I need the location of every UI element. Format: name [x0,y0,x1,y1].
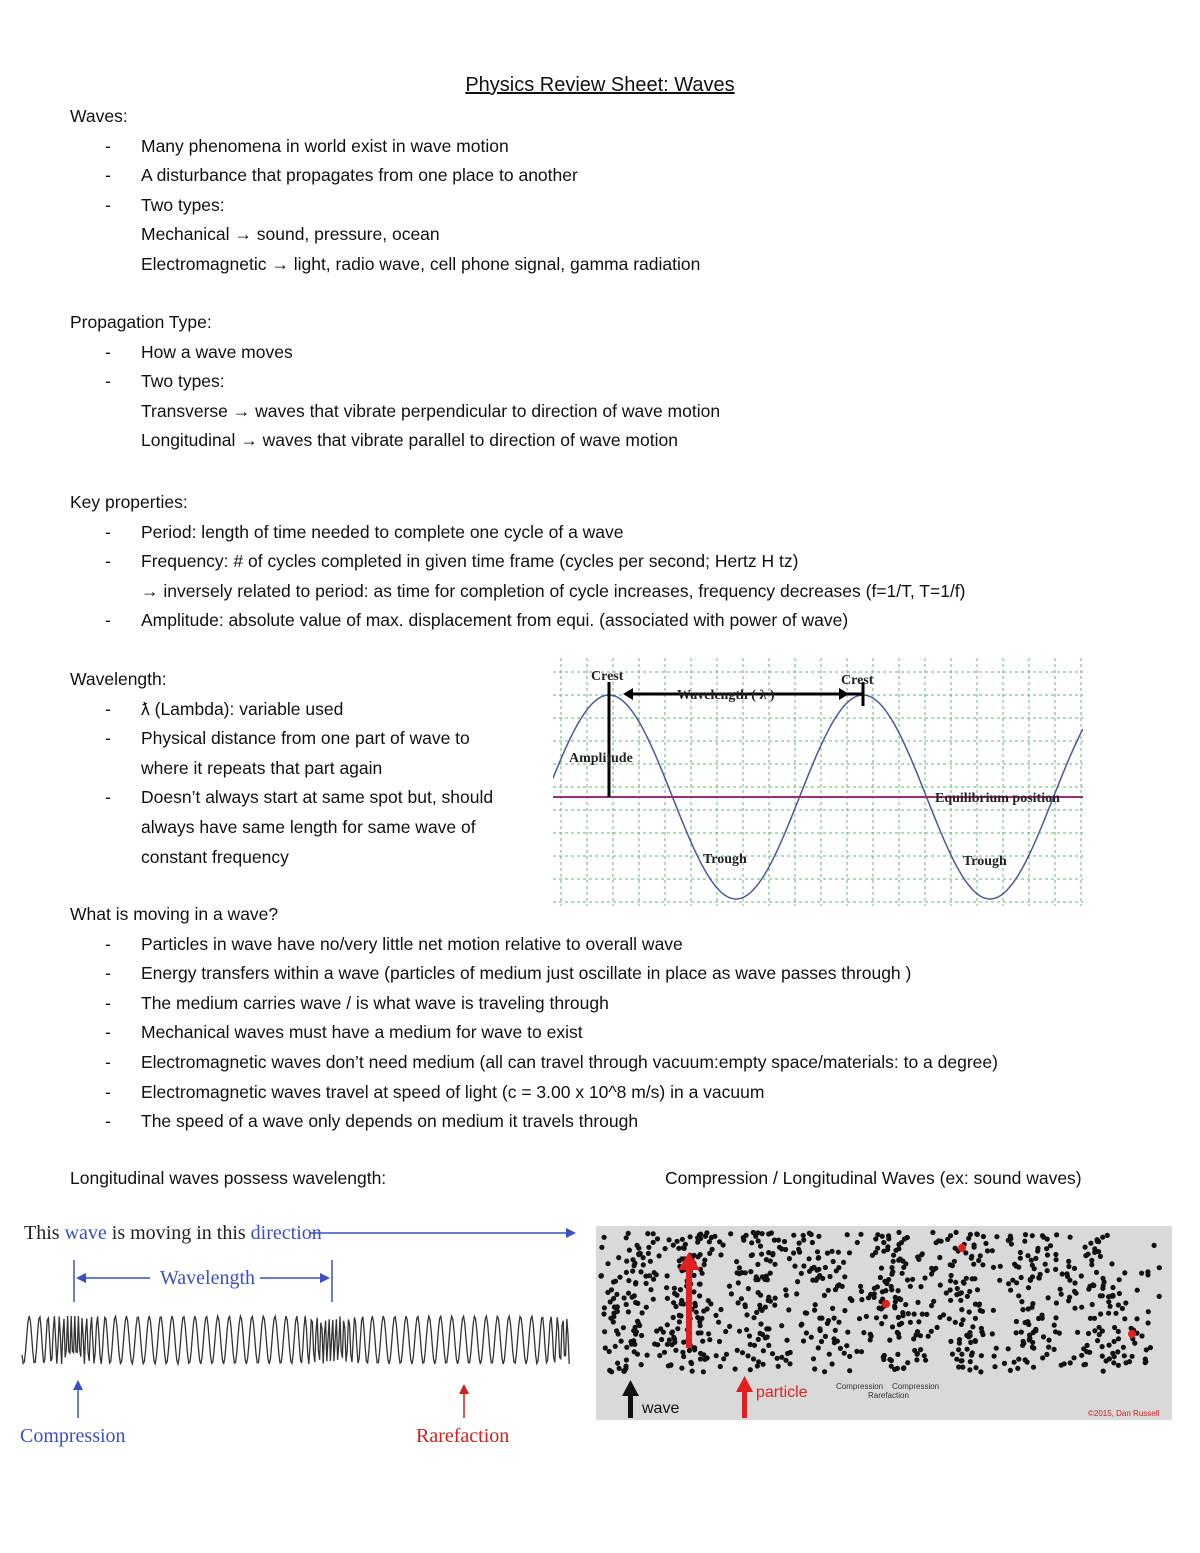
section-heading: Waves: [70,106,128,126]
list-item: - Mechanical waves must have a medium for wave to exist [70,1018,998,1048]
arrowhead-icon [459,1384,469,1394]
list-item: - ƛ (Lambda): variable used [70,695,521,725]
credit-text: ©2015, Dan Russell [1088,1409,1160,1418]
longitudinal-wave-diagram [18,1210,582,1455]
list-item: - Frequency: # of cycles completed in given time frame (cycles per second; Hertz H tz) [70,547,966,577]
list-item: - Amplitude: absolute value of max. displacement from equi. (associated with power of wave) [70,606,966,636]
list-item: - The medium carries wave / is what wave is traveling through [70,989,998,1019]
list-item: - How a wave moves [70,338,720,368]
section-heading: What is moving in a wave? [70,904,279,924]
list-item: - Many phenomena in world exist in wave motion [70,132,700,162]
list-subitem: Transverse → waves that vibrate perpendicular to direction of wave motion [141,400,721,421]
particle-arrow [742,1390,747,1418]
highlighted-particle [1128,1330,1136,1338]
list-subitem: Mechanical → sound, pressure, ocean [141,224,440,245]
list-item: - Period: length of time needed to complete one cycle of a wave [70,518,966,548]
highlighted-particle [958,1244,966,1252]
wave-label: wave [642,1400,680,1417]
arrowhead-icon [320,1273,330,1283]
longitudinal-caption: Longitudinal waves possess wavelength: [70,1168,387,1188]
list-item: - A disturbance that propagates from one place to another [70,161,700,191]
wavelength-label: Wavelength [160,1267,256,1289]
amplitude-label: Amplitude [569,751,633,766]
svg-text:This wave is moving in this di [24,1222,322,1244]
crest-label: Crest [591,669,624,684]
rarefaction-small-label: Rarefaction [868,1391,909,1400]
list-item: - Physical distance from one part of wave to where it repeats that part again [70,724,521,783]
direction-text: This [24,1222,65,1244]
particle-label: particle [756,1384,808,1401]
wavelength-label: Wavelength ( λ ) [677,688,775,703]
particle-motion-arrow [686,1268,692,1348]
wave-arrow [628,1394,633,1418]
list-subitem: → inversely related to period: as time for completion of cycle increases, frequency decreases (f=1/T, T=1/f) [141,580,966,601]
compression-caption: Compression / Longitudinal Waves (ex: sound waves) [665,1168,1082,1188]
list-item: - Energy transfers within a wave (particles of medium just oscillate in place as wave passes through ) [70,959,998,989]
section-heading: Propagation Type: [70,312,212,332]
section-heading: Wavelength: [70,669,167,689]
arrowhead-icon [566,1228,576,1238]
list-item: - Electromagnetic waves don’t need medium (all can travel through vacuum:empty space/materials: to a degree) [70,1048,998,1078]
section-what-is-moving [70,900,998,1137]
list-item: - Two types: [70,191,700,221]
section-key-properties [70,488,966,636]
section-waves [70,102,700,280]
list-item: - Particles in wave have no/very little net motion relative to overall wave [70,930,998,960]
direction-text: direction [250,1222,322,1244]
arrowhead-icon [73,1380,83,1390]
section-wavelength [70,665,521,872]
section-heading: Key properties: [70,492,188,512]
compression-label: Compression [20,1425,126,1447]
section-propagation [70,308,720,456]
list-item: - Electromagnetic waves travel at speed of light (c = 3.00 x 10^8 m/s) in a vacuum [70,1078,998,1108]
direction-text: wave [64,1222,107,1244]
arrowhead-icon [76,1273,86,1283]
list-item: - The speed of a wave only depends on medium it travels through [70,1107,998,1137]
trough-label: Trough [963,854,1007,869]
rarefaction-label: Rarefaction [416,1425,510,1447]
particle-compression-diagram [596,1226,1172,1420]
crest-label: Crest [841,673,874,688]
spring-coil [22,1316,569,1364]
equilibrium-label: Equilibrium position [935,791,1060,806]
page-title: Physics Review Sheet: Waves [465,74,735,96]
list-subitem: Longitudinal → waves that vibrate parallel to direction of wave motion [141,430,678,451]
highlighted-particle [882,1300,890,1308]
list-item: - Two types: [70,367,720,397]
trough-label: Trough [703,852,747,867]
compression-small-label: Compression [892,1382,940,1391]
transverse-wave-diagram [553,658,1083,906]
compression-small-label: Compression [836,1382,884,1391]
transverse-wave-svg [553,658,1083,906]
direction-text: is moving in this [106,1222,251,1244]
list-subitem: Electromagnetic → light, radio wave, cell phone signal, gamma radiation [141,253,701,274]
list-item: - Doesn’t always start at same spot but, should always have same length for same wave of constant frequency [70,783,521,872]
